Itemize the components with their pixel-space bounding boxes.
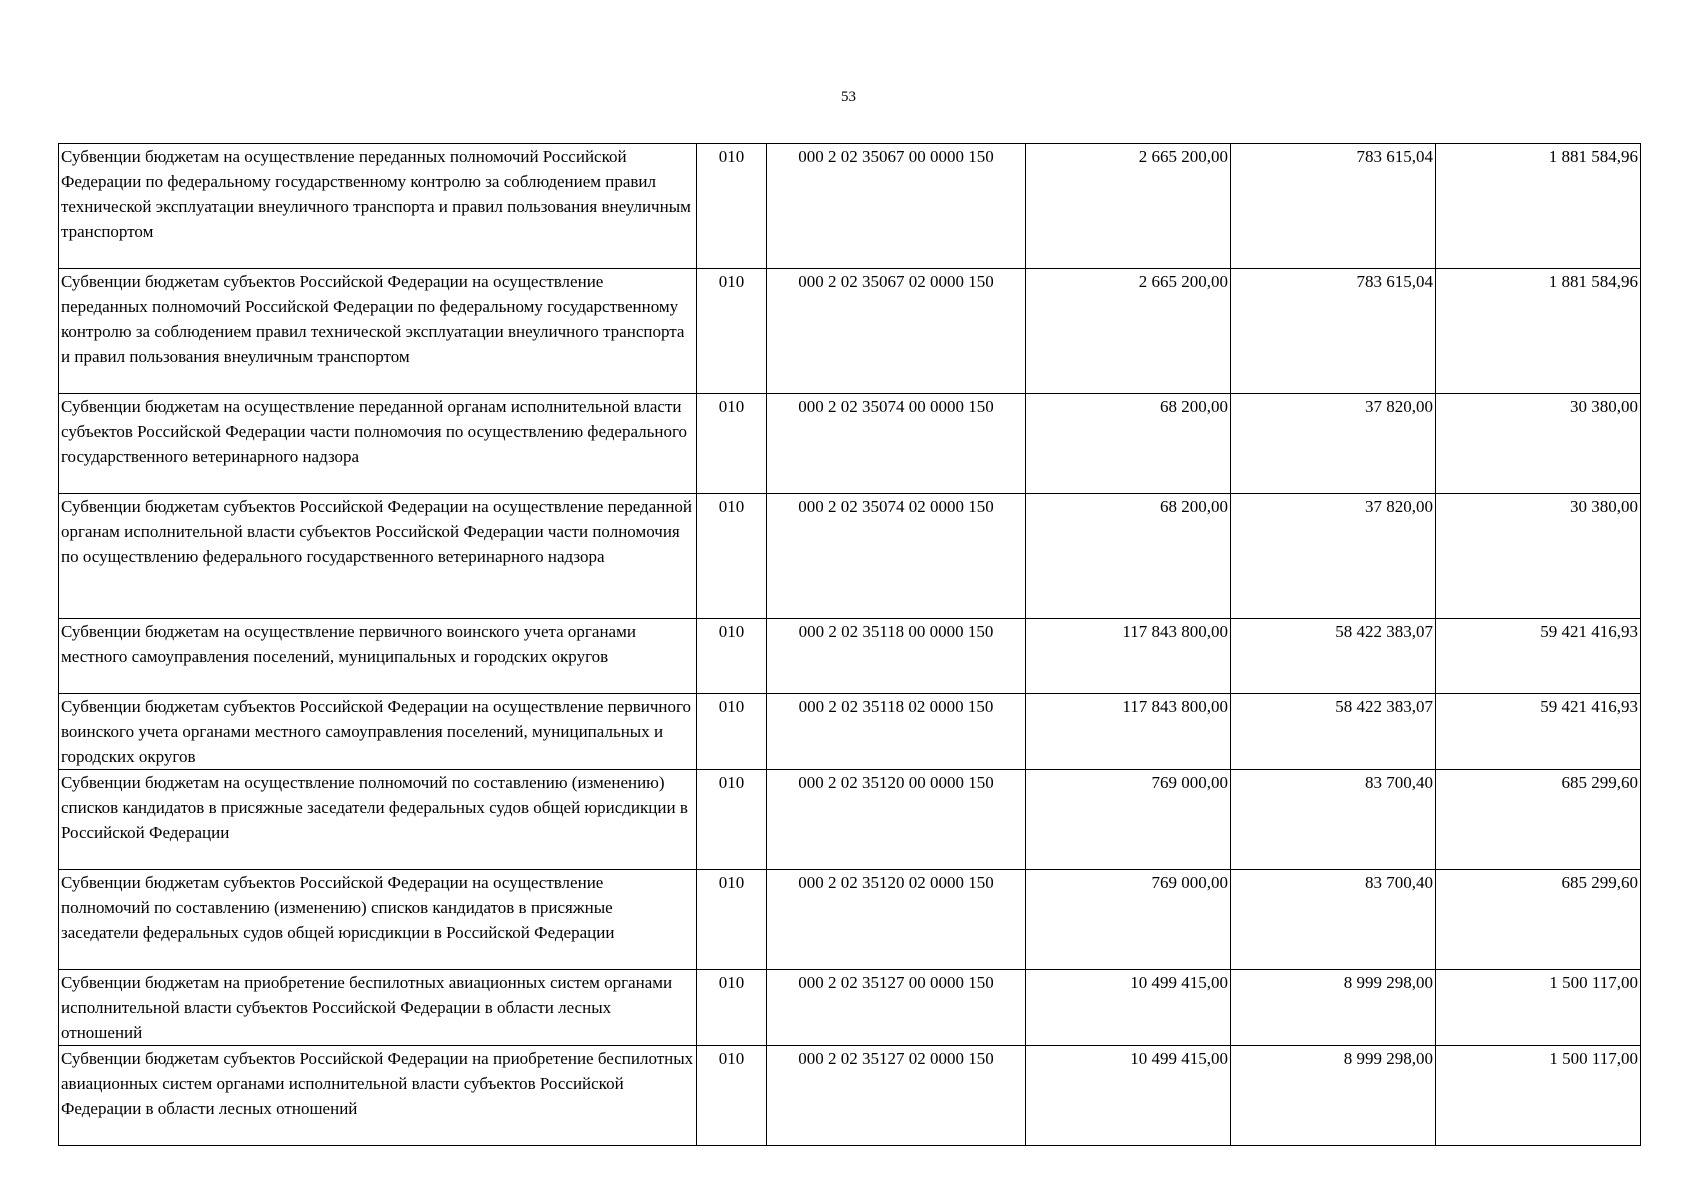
table-row xyxy=(59,494,1641,619)
row-approved: 68 200,00 xyxy=(1026,394,1231,494)
row-name: Субвенции бюджетам на осуществление переданной органам исполнительной власти субъектов Российской Федерации части полномочия по осуществлению федерального государственного ветеринарного надзора xyxy=(59,394,697,494)
row-executed: 58 422 383,07 xyxy=(1231,694,1436,770)
row-executed: 783 615,04 xyxy=(1231,269,1436,394)
row-name: Субвенции бюджетам субъектов Российской Федерации на осуществление первичного воинского учета органами местного самоуправления поселений, муниципальных и городских округов xyxy=(59,694,697,770)
row-executed: 37 820,00 xyxy=(1231,494,1436,619)
row-remaining: 30 380,00 xyxy=(1436,494,1641,619)
budget-table xyxy=(58,143,1641,1146)
row-code: 010 xyxy=(697,144,767,269)
row-remaining: 59 421 416,93 xyxy=(1436,619,1641,694)
row-name: Субвенции бюджетам субъектов Российской Федерации на приобретение беспилотных авиационных систем органами исполнительной власти субъектов Российской Федерации в области лесных отношений xyxy=(59,1046,697,1146)
table-row xyxy=(59,144,1641,269)
row-kbk: 000 2 02 35127 02 0000 150 xyxy=(767,1046,1026,1146)
row-code: 010 xyxy=(697,269,767,394)
row-remaining: 59 421 416,93 xyxy=(1436,694,1641,770)
row-code: 010 xyxy=(697,1046,767,1146)
row-code: 010 xyxy=(697,394,767,494)
row-kbk: 000 2 02 35127 00 0000 150 xyxy=(767,970,1026,1046)
row-approved: 117 843 800,00 xyxy=(1026,619,1231,694)
row-approved: 2 665 200,00 xyxy=(1026,144,1231,269)
row-code: 010 xyxy=(697,870,767,970)
row-executed: 83 700,40 xyxy=(1231,870,1436,970)
table-row xyxy=(59,1046,1641,1146)
row-remaining: 1 881 584,96 xyxy=(1436,144,1641,269)
row-executed: 58 422 383,07 xyxy=(1231,619,1436,694)
table-row xyxy=(59,870,1641,970)
row-executed: 37 820,00 xyxy=(1231,394,1436,494)
row-name: Субвенции бюджетам на осуществление переданных полномочий Российской Федерации по федеральному государственному контролю за соблюдением правил технической эксплуатации внеуличного транспорта и правил пользования внеуличным транспортом xyxy=(59,144,697,269)
row-approved: 769 000,00 xyxy=(1026,770,1231,870)
row-remaining: 685 299,60 xyxy=(1436,770,1641,870)
row-name: Субвенции бюджетам субъектов Российской Федерации на осуществление переданной органам исполнительной власти субъектов Российской Федерации части полномочия по осуществлению федерального государственного ветеринарного надзора xyxy=(59,494,697,619)
page-number: 53 xyxy=(841,89,856,105)
row-kbk: 000 2 02 35120 00 0000 150 xyxy=(767,770,1026,870)
row-remaining: 685 299,60 xyxy=(1436,870,1641,970)
row-approved: 2 665 200,00 xyxy=(1026,269,1231,394)
table-row xyxy=(59,269,1641,394)
table-row xyxy=(59,619,1641,694)
row-approved: 769 000,00 xyxy=(1026,870,1231,970)
row-kbk: 000 2 02 35074 02 0000 150 xyxy=(767,494,1026,619)
table-row xyxy=(59,694,1641,770)
row-approved: 10 499 415,00 xyxy=(1026,970,1231,1046)
row-remaining: 1 500 117,00 xyxy=(1436,970,1641,1046)
row-approved: 68 200,00 xyxy=(1026,494,1231,619)
row-remaining: 1 500 117,00 xyxy=(1436,1046,1641,1146)
row-kbk: 000 2 02 35067 00 0000 150 xyxy=(767,144,1026,269)
row-executed: 8 999 298,00 xyxy=(1231,1046,1436,1146)
row-executed: 8 999 298,00 xyxy=(1231,970,1436,1046)
row-name: Субвенции бюджетам на приобретение беспилотных авиационных систем органами исполнительной власти субъектов Российской Федерации в области лесных отношений xyxy=(59,970,697,1046)
row-executed: 83 700,40 xyxy=(1231,770,1436,870)
row-code: 010 xyxy=(697,619,767,694)
table-row xyxy=(59,770,1641,870)
row-code: 010 xyxy=(697,970,767,1046)
row-code: 010 xyxy=(697,494,767,619)
row-remaining: 30 380,00 xyxy=(1436,394,1641,494)
row-kbk: 000 2 02 35118 00 0000 150 xyxy=(767,619,1026,694)
row-name: Субвенции бюджетам субъектов Российской Федерации на осуществление полномочий по составлению (изменению) списков кандидатов в присяжные заседатели федеральных судов общей юрисдикции в Российской Федерации xyxy=(59,870,697,970)
row-remaining: 1 881 584,96 xyxy=(1436,269,1641,394)
row-code: 010 xyxy=(697,694,767,770)
row-kbk: 000 2 02 35067 02 0000 150 xyxy=(767,269,1026,394)
row-kbk: 000 2 02 35074 00 0000 150 xyxy=(767,394,1026,494)
row-code: 010 xyxy=(697,770,767,870)
row-approved: 117 843 800,00 xyxy=(1026,694,1231,770)
row-executed: 783 615,04 xyxy=(1231,144,1436,269)
row-kbk: 000 2 02 35118 02 0000 150 xyxy=(767,694,1026,770)
table-row xyxy=(59,970,1641,1046)
row-name: Субвенции бюджетам на осуществление полномочий по составлению (изменению) списков кандидатов в присяжные заседатели федеральных судов общей юрисдикции в Российской Федерации xyxy=(59,770,697,870)
row-kbk: 000 2 02 35120 02 0000 150 xyxy=(767,870,1026,970)
row-name: Субвенции бюджетам на осуществление первичного воинского учета органами местного самоуправления поселений, муниципальных и городских округов xyxy=(59,619,697,694)
row-name: Субвенции бюджетам субъектов Российской Федерации на осуществление переданных полномочий Российской Федерации по федеральному государственному контролю за соблюдением правил технической эксплуатации внеуличного транспорта и правил пользования внеуличным транспортом xyxy=(59,269,697,394)
table-row xyxy=(59,394,1641,494)
row-approved: 10 499 415,00 xyxy=(1026,1046,1231,1146)
